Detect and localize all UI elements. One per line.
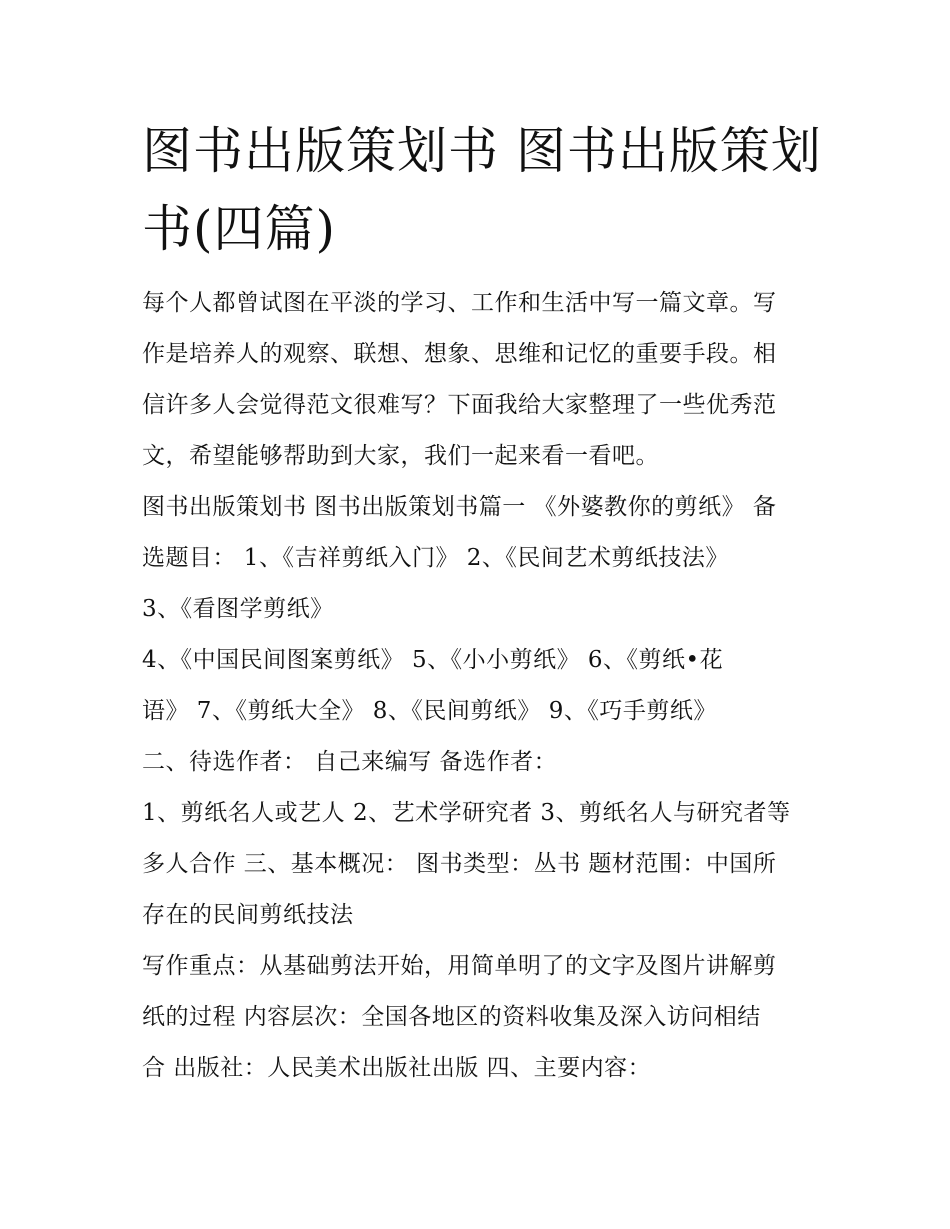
text-line-2: 作是培养人的观察、联想、想象、思维和记忆的重要手段。相 xyxy=(142,341,777,367)
document-title xyxy=(142,112,822,268)
text-line-3: 信许多人会觉得范文很难写？下面我给大家整理了一些优秀范 xyxy=(142,392,777,418)
text-line-15: 纸的过程 内容层次：全国各地区的资料收集及深入访问相结 xyxy=(142,1004,761,1030)
text-line-12: 多人合作 三、基本概况： 图书类型：丛书 题材范围：中国所 xyxy=(142,851,777,877)
text-line-11: 1、剪纸名人或艺人 2、艺术学研究者 3、剪纸名人与研究者等 xyxy=(142,800,791,826)
text-line-6: 选题目： 1、《吉祥剪纸入门》 2、《民间艺术剪纸技法》 xyxy=(142,545,729,571)
text-line-13: 存在的民间剪纸技法 xyxy=(142,902,354,928)
text-line-4: 文，希望能够帮助到大家，我们一起来看一看吧。 xyxy=(142,443,659,469)
title-line-1: 图书出版策划书 图书出版策划 xyxy=(142,122,822,180)
title-line-2: 书(四篇) xyxy=(142,200,337,258)
text-line-7: 3、《看图学剪纸》 xyxy=(142,596,334,622)
text-line-9: 语》 7、《剪纸大全》 8、《民间剪纸》 9、《巧手剪纸》 xyxy=(142,698,717,724)
text-line-8: 4、《中国民间图案剪纸》 5、《小小剪纸》 6、《剪纸•花 xyxy=(142,647,724,673)
text-line-14: 写作重点：从基础剪法开始，用简单明了的文字及图片讲解剪 xyxy=(142,953,777,979)
text-line-5: 图书出版策划书 图书出版策划书篇一 《外婆教你的剪纸》 备 xyxy=(142,494,777,520)
text-line-10: 二、待选作者： 自己来编写 备选作者： xyxy=(142,749,558,775)
document-body xyxy=(142,278,817,1094)
text-line-16: 合 出版社：人民美术出版社出版 四、主要内容： xyxy=(142,1055,652,1081)
text-line-1: 每个人都曾试图在平淡的学习、工作和生活中写一篇文章。写 xyxy=(142,290,777,316)
